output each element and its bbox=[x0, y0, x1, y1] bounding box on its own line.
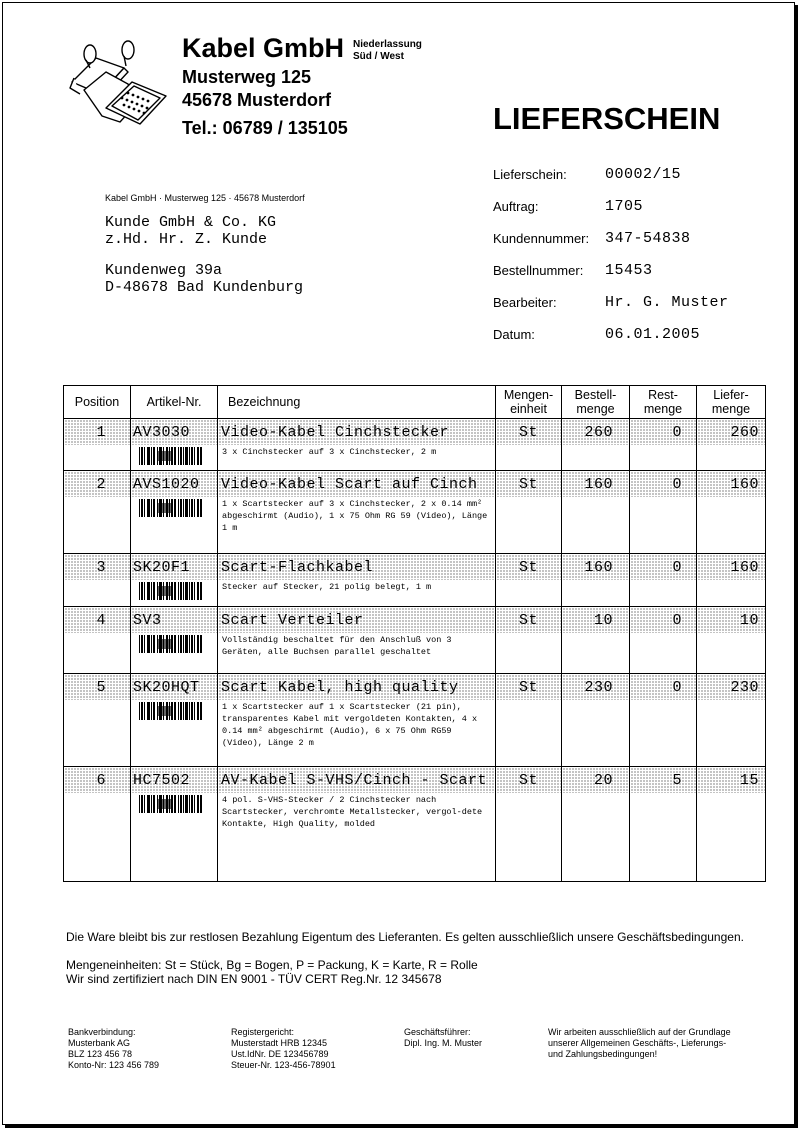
cell-empty bbox=[496, 793, 562, 882]
cell-remaining-qty: 0 bbox=[630, 674, 697, 701]
cell-position: 2 bbox=[64, 471, 131, 498]
meta-value-order: 1705 bbox=[605, 198, 644, 215]
table-row bbox=[64, 471, 766, 498]
cell-item-name: Video-Kabel Scart auf Cinch bbox=[218, 471, 496, 498]
table-row bbox=[64, 674, 766, 701]
bank-line: Konto-Nr: 123 456 789 bbox=[68, 1060, 160, 1070]
cell-ordered-qty: 230 bbox=[562, 674, 630, 701]
document-title: LIEFERSCHEIN bbox=[493, 101, 721, 136]
cell-delivered-qty: 230 bbox=[697, 674, 766, 701]
cell-empty bbox=[64, 497, 131, 554]
meta-value-delivery-note: 00002/15 bbox=[605, 166, 682, 183]
cell-position: 5 bbox=[64, 674, 131, 701]
cell-article-number: SV3 bbox=[131, 607, 218, 634]
meta-label-delivery-note: Lieferschein: bbox=[493, 167, 567, 182]
cell-item-name: Scart Kabel, high quality bbox=[218, 674, 496, 701]
recipient-line-1: Kunde GmbH & Co. KG bbox=[105, 214, 277, 231]
cell-unit: St bbox=[496, 607, 562, 634]
cell-empty bbox=[697, 700, 766, 767]
cell-article-number: HC7502 bbox=[131, 767, 218, 794]
cell-barcode bbox=[131, 497, 218, 554]
company-street: Musterweg 125 bbox=[182, 67, 312, 87]
company-city: 45678 Musterdorf bbox=[182, 90, 332, 110]
cell-position: 6 bbox=[64, 767, 131, 794]
cell-empty bbox=[562, 497, 630, 554]
cell-empty bbox=[64, 445, 131, 471]
bank-line: BLZ 123 456 78 bbox=[68, 1049, 133, 1059]
cell-item-name: AV-Kabel S-VHS/Cinch - Scart bbox=[218, 767, 496, 794]
cell-empty bbox=[697, 793, 766, 882]
meta-value-date: 06.01.2005 bbox=[605, 326, 701, 343]
cell-empty bbox=[496, 445, 562, 471]
cell-position: 1 bbox=[64, 419, 131, 446]
cell-empty bbox=[64, 700, 131, 767]
cell-item-description: 1 x Scartstecker auf 1 x Scartstecker (21 pin), transparentes Kabel mit vergoldeten Kontakten, 4 x 0.14 mm² abgeschirmt (Audio), 6 x 75 Ohm RG59 (Video), Länge 2 m bbox=[218, 700, 496, 767]
cell-empty bbox=[697, 445, 766, 471]
header-ordered: Bestell-menge bbox=[562, 386, 630, 419]
cell-remaining-qty: 0 bbox=[630, 419, 697, 446]
cell-unit: St bbox=[496, 419, 562, 446]
cell-empty bbox=[562, 793, 630, 882]
cell-empty bbox=[562, 580, 630, 607]
sender-address-line: Kabel GmbH · Musterweg 125 · 45678 Musterdorf bbox=[105, 193, 305, 203]
cell-empty bbox=[630, 633, 697, 674]
barcode-icon bbox=[139, 582, 205, 600]
meta-label-order: Auftrag: bbox=[493, 199, 539, 214]
table-row-detail bbox=[64, 700, 766, 767]
company-name: Kabel GmbH bbox=[182, 33, 345, 63]
table-row bbox=[64, 767, 766, 794]
cell-item-name: Scart Verteiler bbox=[218, 607, 496, 634]
meta-label-date: Datum: bbox=[493, 327, 535, 342]
table-row bbox=[64, 554, 766, 581]
cell-position: 4 bbox=[64, 607, 131, 634]
cell-item-description: Vollständig beschaltet für den Anschluß von 3 Geräten, alle Buchsen parallel geschaltet bbox=[218, 633, 496, 674]
bank-line: Musterbank AG bbox=[68, 1038, 131, 1048]
header-unit: Mengen-einheit bbox=[496, 386, 562, 419]
cell-empty bbox=[697, 580, 766, 607]
cell-item-description: 3 x Cinchstecker auf 3 x Cinchstecker, 2 m bbox=[218, 445, 496, 471]
cell-position: 3 bbox=[64, 554, 131, 581]
header-remaining: Rest-menge bbox=[630, 386, 697, 419]
meta-value-clerk: Hr. G. Muster bbox=[605, 294, 729, 311]
barcode-icon bbox=[139, 635, 205, 653]
cell-unit: St bbox=[496, 471, 562, 498]
cell-remaining-qty: 0 bbox=[630, 554, 697, 581]
cell-unit: St bbox=[496, 767, 562, 794]
terms-line: Wir arbeiten ausschließlich auf der Grundlage bbox=[548, 1027, 731, 1037]
meta-label-purchase-order: Bestellnummer: bbox=[493, 263, 584, 278]
cell-unit: St bbox=[496, 554, 562, 581]
terms-note bbox=[548, 1027, 778, 1060]
cell-empty bbox=[630, 700, 697, 767]
cell-empty bbox=[496, 633, 562, 674]
table-row-detail bbox=[64, 633, 766, 674]
cell-empty bbox=[630, 497, 697, 554]
cell-unit: St bbox=[496, 674, 562, 701]
cell-empty bbox=[496, 580, 562, 607]
cell-remaining-qty: 5 bbox=[630, 767, 697, 794]
certification-note: Wir sind zertifiziert nach DIN EN 9001 - TÜV CERT Reg.Nr. 12 345678 bbox=[66, 972, 442, 986]
table-row bbox=[64, 607, 766, 634]
cell-article-number: SK20HQT bbox=[131, 674, 218, 701]
header-description: Bezeichnung bbox=[218, 386, 496, 419]
company-phone: Tel.: 06789 / 135105 bbox=[182, 118, 348, 138]
barcode-icon bbox=[139, 447, 205, 465]
cell-empty bbox=[562, 633, 630, 674]
header-delivered: Liefer-menge bbox=[697, 386, 766, 419]
terms-line: unserer Allgemeinen Geschäfts-, Lieferungs- bbox=[548, 1038, 727, 1048]
register-details bbox=[231, 1027, 391, 1071]
table-row-detail bbox=[64, 793, 766, 882]
cell-barcode bbox=[131, 633, 218, 674]
meta-label-customer-number: Kundennummer: bbox=[493, 231, 590, 246]
cell-ordered-qty: 10 bbox=[562, 607, 630, 634]
items-table bbox=[63, 385, 766, 882]
cell-delivered-qty: 15 bbox=[697, 767, 766, 794]
register-line: Registergericht: bbox=[231, 1027, 295, 1037]
register-line: Ust.IdNr. DE 123456789 bbox=[231, 1049, 329, 1059]
cell-item-name: Video-Kabel Cinchstecker bbox=[218, 419, 496, 446]
table-row-detail bbox=[64, 497, 766, 554]
cell-delivered-qty: 260 bbox=[697, 419, 766, 446]
table-row bbox=[64, 419, 766, 446]
meta-value-purchase-order: 15453 bbox=[605, 262, 653, 279]
manager-line: Dipl. Ing. M. Muster bbox=[404, 1038, 483, 1048]
units-legend: Mengeneinheiten: St = Stück, Bg = Bogen, P = Packung, K = Karte, R = Rolle bbox=[66, 958, 478, 972]
cell-empty bbox=[630, 793, 697, 882]
bank-line: Bankverbindung: bbox=[68, 1027, 136, 1037]
connector-logo bbox=[66, 38, 174, 134]
cell-item-description: Stecker auf Stecker, 21 polig belegt, 1 m bbox=[218, 580, 496, 607]
cell-empty bbox=[64, 580, 131, 607]
cell-empty bbox=[697, 497, 766, 554]
ownership-notice: Die Ware bleibt bis zur restlosen Bezahlung Eigentum des Lieferanten. Es gelten ausschließlich unsere Geschäftsbedingungen. bbox=[66, 930, 744, 944]
cell-barcode bbox=[131, 445, 218, 471]
barcode-icon bbox=[139, 795, 205, 813]
cell-remaining-qty: 0 bbox=[630, 607, 697, 634]
cell-delivered-qty: 160 bbox=[697, 554, 766, 581]
cell-empty bbox=[64, 793, 131, 882]
recipient-line-3: Kundenweg 39a bbox=[105, 262, 223, 279]
header-position: Position bbox=[64, 386, 131, 419]
cell-empty bbox=[697, 633, 766, 674]
cell-barcode bbox=[131, 580, 218, 607]
recipient-line-2: z.Hd. Hr. Z. Kunde bbox=[105, 231, 268, 248]
terms-line: und Zahlungsbedingungen! bbox=[548, 1049, 658, 1059]
cell-empty bbox=[630, 445, 697, 471]
cell-ordered-qty: 20 bbox=[562, 767, 630, 794]
cell-article-number: AV3030 bbox=[131, 419, 218, 446]
cell-ordered-qty: 160 bbox=[562, 554, 630, 581]
cell-empty bbox=[496, 700, 562, 767]
cell-empty bbox=[496, 497, 562, 554]
barcode-icon bbox=[139, 702, 205, 720]
cell-item-description: 1 x Scartstecker auf 3 x Cinchstecker, 2 x 0.14 mm² abgeschirmt (Audio), 1 x 75 Ohm RG 59 (Video), Länge 1 m bbox=[218, 497, 496, 554]
cell-item-description: 4 pol. S-VHS-Stecker / 2 Cinchstecker nach Scartstecker, verchromte Metallstecker, vergol-dete Kontakte, High Quality, molded bbox=[218, 793, 496, 882]
header-article: Artikel-Nr. bbox=[131, 386, 218, 419]
cell-ordered-qty: 260 bbox=[562, 419, 630, 446]
table-header-row bbox=[64, 386, 766, 419]
cell-remaining-qty: 0 bbox=[630, 471, 697, 498]
table-row-detail bbox=[64, 445, 766, 471]
barcode-icon bbox=[139, 499, 205, 517]
cell-empty bbox=[64, 633, 131, 674]
register-line: Musterstadt HRB 12345 bbox=[231, 1038, 328, 1048]
company-branch: Niederlassung Süd / West bbox=[353, 39, 422, 62]
cell-empty bbox=[562, 700, 630, 767]
cell-ordered-qty: 160 bbox=[562, 471, 630, 498]
recipient-line-4: D-48678 Bad Kundenburg bbox=[105, 279, 304, 296]
cell-delivered-qty: 160 bbox=[697, 471, 766, 498]
manager-details bbox=[404, 1027, 534, 1049]
cell-article-number: SK20F1 bbox=[131, 554, 218, 581]
cell-empty bbox=[562, 445, 630, 471]
cell-item-name: Scart-Flachkabel bbox=[218, 554, 496, 581]
cell-delivered-qty: 10 bbox=[697, 607, 766, 634]
cell-empty bbox=[630, 580, 697, 607]
table-row-detail bbox=[64, 580, 766, 607]
meta-value-customer-number: 347-54838 bbox=[605, 230, 691, 247]
register-line: Steuer-Nr. 123-456-78901 bbox=[231, 1060, 336, 1070]
bank-details bbox=[68, 1027, 218, 1071]
cell-barcode bbox=[131, 700, 218, 767]
manager-line: Geschäftsführer: bbox=[404, 1027, 471, 1037]
meta-label-clerk: Bearbeiter: bbox=[493, 295, 557, 310]
cell-article-number: AVS1020 bbox=[131, 471, 218, 498]
cell-barcode bbox=[131, 793, 218, 882]
